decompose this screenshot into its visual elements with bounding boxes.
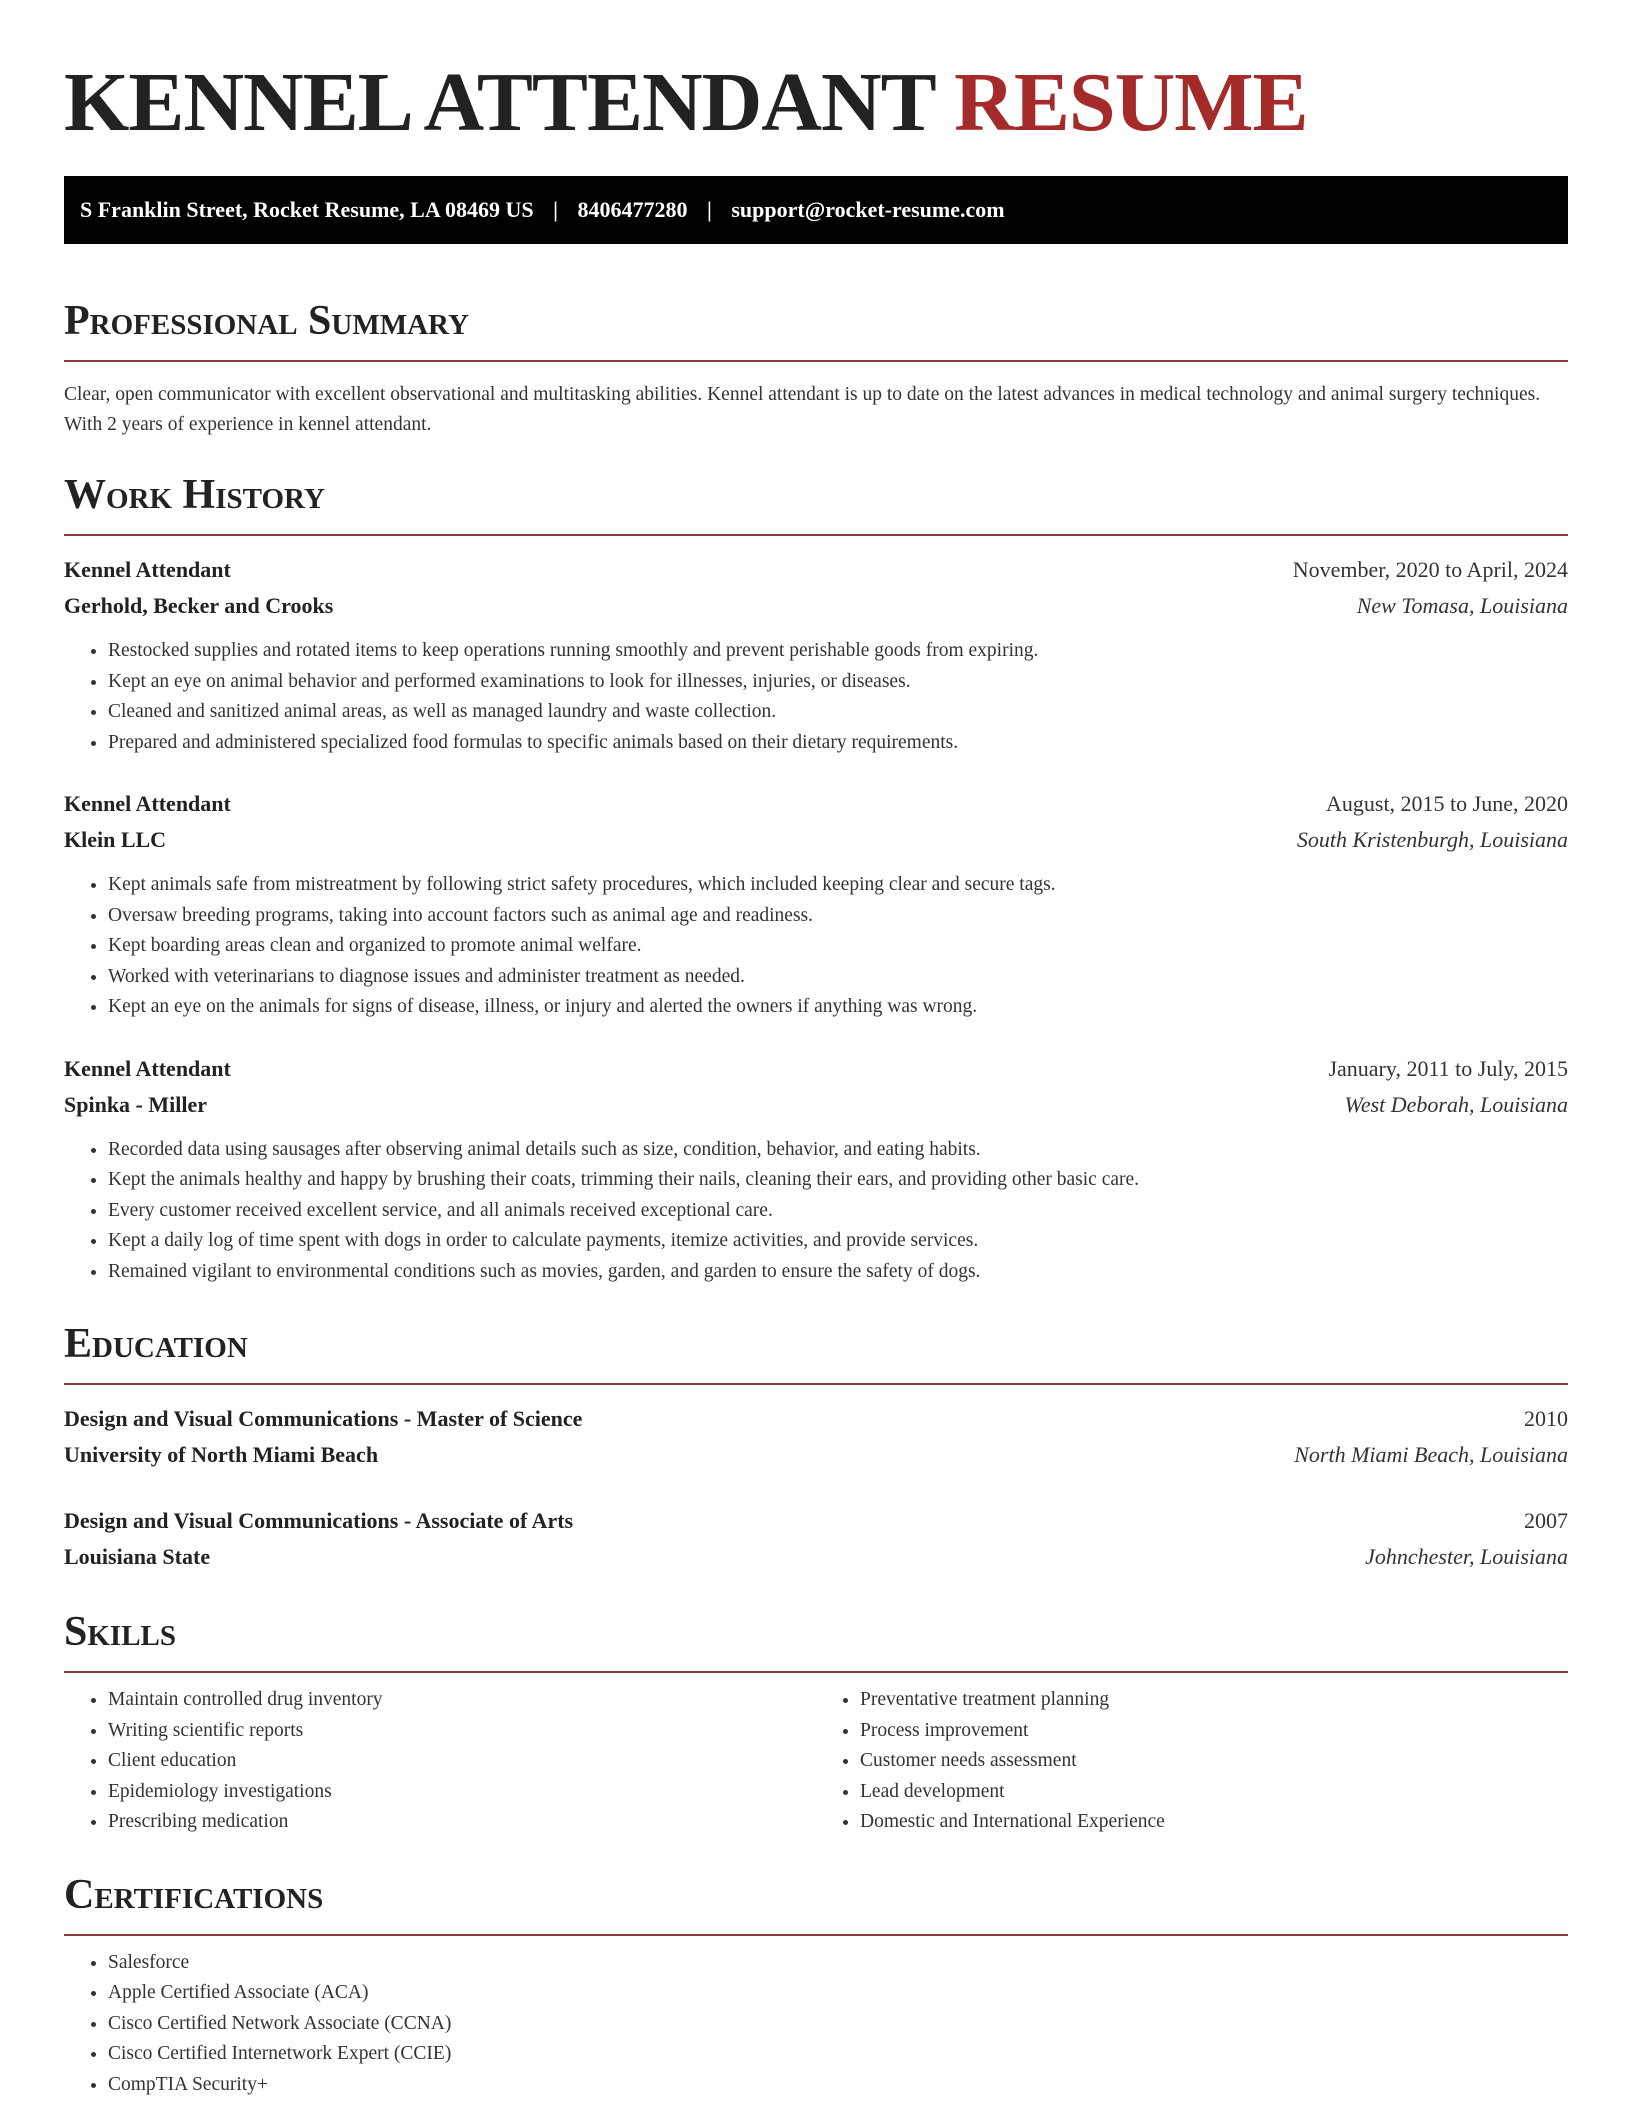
education-location: North Miami Beach, Louisiana [1294, 1442, 1568, 1467]
job-dates: January, 2011 to July, 2015 [1328, 1055, 1568, 1081]
skill-item: • Domestic and International Experience [860, 1807, 1568, 1838]
contact-address: S Franklin Street, Rocket Resume, LA 08469 US [80, 197, 534, 222]
job-company-row [64, 588, 1568, 624]
contact-email: support@rocket-resume.com [731, 197, 1005, 222]
job-header-row [64, 786, 1568, 822]
title-accent: RESUME [954, 56, 1308, 149]
job-duty-item: • Kept an eye on the animals for signs of disease, illness, or injury and alerted the owners if anything was wrong. [108, 992, 1568, 1023]
job-duty-item: • Prepared and administered specialized food formulas to specific animals based on their dietary requirements. [108, 728, 1568, 759]
contact-bar [64, 176, 1568, 244]
job-company: Spinka - Miller [64, 1091, 208, 1117]
certifications-heading: Certifications [64, 1870, 1568, 1936]
job-location: New Tomasa, Louisiana [1356, 593, 1568, 618]
education-degree-row [64, 1401, 1568, 1437]
job-company: Klein LLC [64, 827, 167, 852]
job-title: Kennel Attendant [64, 1055, 231, 1081]
certifications-list [64, 1948, 1568, 2101]
job-duty-item: • Kept an eye on animal behavior and performed examinations to look for illnesses, injuries, or diseases. [108, 667, 1568, 698]
contact-phone: 8406477280 [577, 197, 688, 222]
skill-item: • Process improvement [860, 1716, 1568, 1747]
job-duty-item: • Every customer received excellent service, and all animals received exceptional care. [108, 1196, 1568, 1227]
job-company-row [64, 822, 1568, 858]
skills-section [64, 1607, 1568, 1838]
education-year: 2007 [1524, 1508, 1568, 1533]
education-heading: Education [64, 1319, 1568, 1385]
job-duty-item: • Kept the animals healthy and happy by brushing their coats, trimming their nails, cleaning their ears, and providing other basic care. [108, 1165, 1568, 1196]
education-degree: Design and Visual Communications - Master of Science [64, 1406, 583, 1431]
education-school: Louisiana State [64, 1544, 211, 1569]
certification-item: • Salesforce [108, 1948, 1568, 1979]
contact-separator: | [553, 197, 559, 222]
job-duty-item: • Recorded data using sausages after observing animal details such as size, condition, behavior, and eating habits. [108, 1135, 1568, 1166]
job-entry [64, 1051, 1568, 1288]
job-entry [64, 552, 1568, 758]
education-section [64, 1319, 1568, 1575]
skills-columns [64, 1673, 1568, 1838]
education-school-row [64, 1437, 1568, 1473]
job-list [64, 552, 1568, 1287]
job-duty-item: • Kept boarding areas clean and organized to promote animal welfare. [108, 931, 1568, 962]
job-title: Kennel Attendant [64, 791, 231, 816]
skill-item: • Preventative treatment planning [860, 1685, 1568, 1716]
skill-item: • Prescribing medication [108, 1807, 816, 1838]
job-duties-list [64, 1135, 1568, 1288]
work-history-section [64, 470, 1568, 1287]
skills-heading: Skills [64, 1607, 1568, 1673]
job-title: Kennel Attendant [64, 557, 231, 582]
work-history-heading: Work History [64, 470, 1568, 536]
education-degree-row [64, 1503, 1568, 1539]
resume-title [64, 0, 1568, 148]
education-school: University of North Miami Beach [64, 1442, 379, 1467]
job-duty-item: • Kept a daily log of time spent with dogs in order to calculate payments, itemize activities, and provide services. [108, 1226, 1568, 1257]
certification-item: • CompTIA Security+ [108, 2070, 1568, 2101]
job-location: West Deborah, Louisiana [1344, 1091, 1568, 1117]
job-duties-list [64, 636, 1568, 758]
contact-separator: | [707, 197, 712, 222]
summary-heading: Professional Summary [64, 296, 1568, 362]
summary-text: Clear, open communicator with excellent observational and multitasking abilities. Kennel attendant is up to date on the latest advances in medical technology and animal surgery techniques. With 2 years of experience in kennel attendant. [64, 384, 1541, 435]
summary-section [64, 296, 1568, 440]
education-year: 2010 [1524, 1406, 1568, 1431]
certifications-section [64, 1870, 1568, 2101]
job-entry [64, 786, 1568, 1023]
skill-item: • Writing scientific reports [108, 1716, 816, 1747]
skill-item: • Epidemiology investigations [108, 1777, 816, 1808]
education-list [64, 1401, 1568, 1575]
job-duty-item: • Oversaw breeding programs, taking into account factors such as animal age and readiness. [108, 901, 1568, 932]
education-location: Johnchester, Louisiana [1365, 1544, 1568, 1569]
job-header-row [64, 1051, 1568, 1087]
job-company-row [64, 1087, 1568, 1123]
skill-item: • Client education [108, 1746, 816, 1777]
certification-item: • Cisco Certified Network Associate (CCNA) [108, 2009, 1568, 2040]
certification-item: • Apple Certified Associate (ACA) [108, 1978, 1568, 2009]
skill-item: • Lead development [860, 1777, 1568, 1808]
job-duty-item: • Kept animals safe from mistreatment by following strict safety procedures, which included keeping clear and secure tags. [108, 870, 1568, 901]
skills-right-list [816, 1685, 1568, 1838]
job-header-row [64, 552, 1568, 588]
education-entry [64, 1503, 1568, 1575]
job-duty-item: • Cleaned and sanitized animal areas, as well as managed laundry and waste collection. [108, 697, 1568, 728]
education-school-row [64, 1539, 1568, 1575]
education-entry [64, 1401, 1568, 1473]
job-duty-item: • Worked with veterinarians to diagnose issues and administer treatment as needed. [108, 962, 1568, 993]
job-duty-item: • Remained vigilant to environmental conditions such as movies, garden, and garden to ensure the safety of dogs. [108, 1257, 1568, 1288]
title-main: KENNEL ATTENDANT [64, 56, 935, 149]
job-location: South Kristenburgh, Louisiana [1296, 827, 1568, 852]
job-company: Gerhold, Becker and Crooks [64, 593, 334, 618]
job-duties-list [64, 870, 1568, 1023]
job-dates: November, 2020 to April, 2024 [1292, 557, 1568, 582]
job-dates: August, 2015 to June, 2020 [1326, 791, 1568, 816]
certification-item: • Cisco Certified Internetwork Expert (CCIE) [108, 2039, 1568, 2070]
skills-left-list [64, 1685, 816, 1838]
skill-item: • Maintain controlled drug inventory [108, 1685, 816, 1716]
skill-item: • Customer needs assessment [860, 1746, 1568, 1777]
job-duty-item: • Restocked supplies and rotated items to keep operations running smoothly and prevent perishable goods from expiring. [108, 636, 1568, 667]
education-degree: Design and Visual Communications - Associate of Arts [64, 1508, 574, 1533]
